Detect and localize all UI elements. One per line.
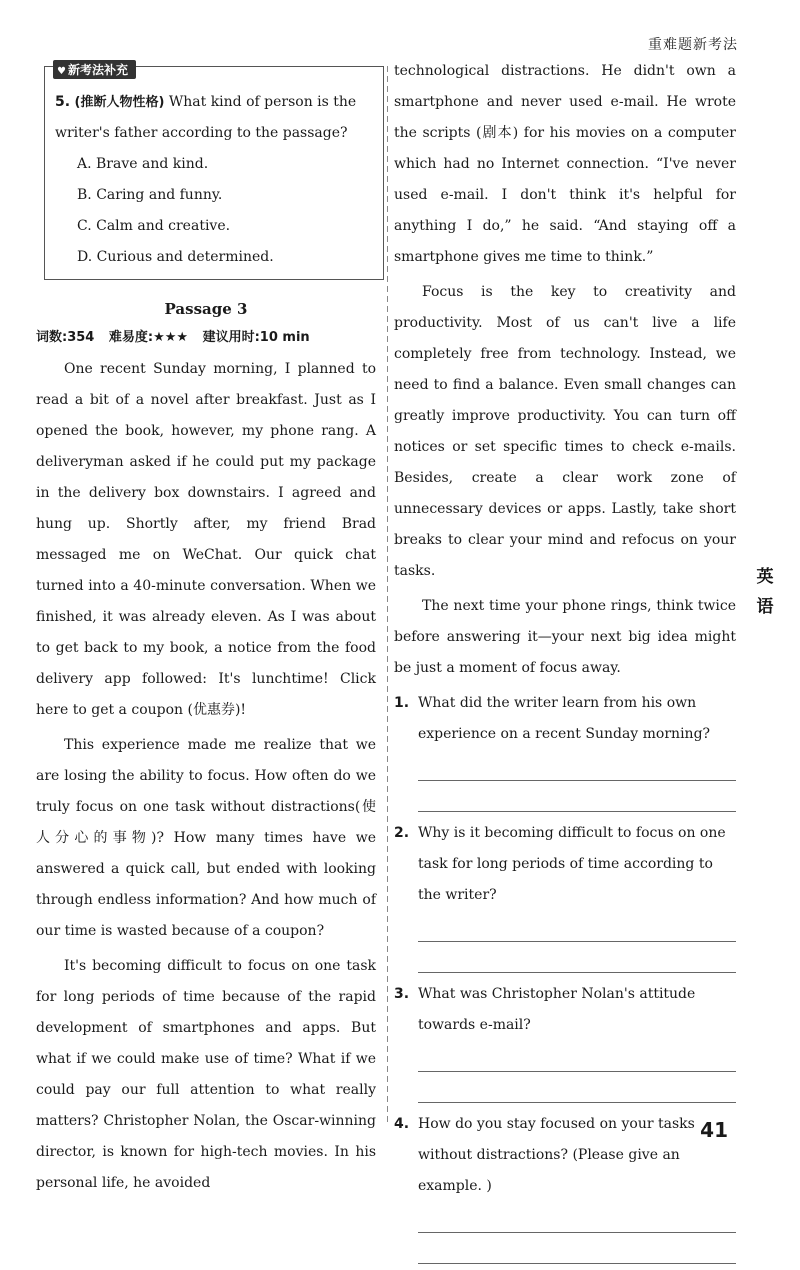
question-number: 1. [394, 695, 410, 711]
question-text: What was Christopher Nolan's attitude towards e-mail? [418, 986, 696, 1033]
answer-line[interactable] [418, 750, 736, 781]
option-list [55, 149, 377, 273]
column-divider [387, 66, 388, 1126]
passage-paragraph: This experience made me realize that we are losing the ability to focus. How often do we truly focus on one task without distractions(使人分心的事物)? How many times have we answered a quick call, but ended with looking through endless information? And how much of our time is wasted because of a coupon? [36, 737, 376, 939]
question-number: 2. [394, 825, 410, 841]
page-number: 41 [700, 1118, 728, 1142]
question-text: How do you stay focused on your tasks without distractions? (Please give an example. ) [418, 1116, 695, 1194]
option-a[interactable]: A. Brave and kind. [77, 156, 209, 172]
question-1 [394, 688, 736, 812]
option-b[interactable]: B. Caring and funny. [77, 187, 223, 203]
answer-line[interactable] [418, 781, 736, 812]
header-title: 重难题新考法 [648, 37, 738, 53]
answer-line[interactable] [418, 1202, 736, 1233]
passage-title: Passage 3 [164, 300, 248, 318]
passage-meta [36, 324, 376, 352]
question-4 [394, 1109, 736, 1264]
passage-paragraph: technological distractions. He didn't own a smartphone and never used e-mail. He wrote the scripts (剧本) for his movies on a computer which had no Internet connection. “I've never used e-mail. I don't think it's helpful for anything I do,” he said. “And staying off a smartphone gives me time to think.” [394, 63, 736, 265]
pin-icon: ♥ [57, 66, 66, 77]
supplement-question [55, 87, 377, 149]
supplement-box [44, 63, 384, 280]
question-number: 3. [394, 986, 410, 1002]
right-column [394, 56, 736, 1270]
question-number: 4. [394, 1116, 410, 1132]
suggested-time: 建议用时:10 min [202, 330, 310, 345]
left-column [36, 63, 376, 1199]
question-2 [394, 818, 736, 973]
answer-line[interactable] [418, 942, 736, 973]
word-count: 词数:354 [36, 330, 95, 345]
supplement-tag: ♥ 新考法补充 [53, 60, 136, 79]
question-number: 5. [55, 94, 71, 110]
passage-paragraph: It's becoming difficult to focus on one task for long periods of time because of the rapid development of smartphones and apps. But what if we could make use of time? What if we could pay our full attention to what really matters? Christopher Nolan, the Oscar-winning director, is known for high-tech movies. In his personal life, he avoided [36, 958, 376, 1191]
option-c[interactable]: C. Calm and creative. [77, 218, 231, 234]
answer-line[interactable] [418, 1072, 736, 1103]
difficulty-rating: 难易度:★★★ [108, 330, 189, 345]
answer-line[interactable] [418, 911, 736, 942]
passage-paragraph: The next time your phone rings, think twice before answering it—your next big idea might be just a moment of focus away. [394, 598, 736, 676]
question-text: What did the writer learn from his own experience on a recent Sunday morning? [418, 695, 711, 742]
question-text: What kind of person is the writer's father according to the passage? [55, 94, 357, 141]
question-3 [394, 979, 736, 1103]
subject-side-tab: 英 语 [756, 567, 774, 617]
answer-line[interactable] [418, 1233, 736, 1264]
question-type-tag: (推断人物性格) [74, 95, 165, 110]
question-text: Why is it becoming difficult to focus on one task for long periods of time according to the writer? [418, 825, 726, 903]
passage-paragraph: One recent Sunday morning, I planned to read a bit of a novel after breakfast. Just as I opened the book, however, my phone rang. A deliveryman asked if he could put my package in the delivery box downstairs. I agreed and hung up. Shortly after, my friend Brad messaged me on WeChat. Our quick chat turned into a 40-minute conversation. When we finished, it was already eleven. As I was about to get back to my book, a notice from the food delivery app followed: It's lunchtime! Click here to get a coupon (优惠券)! [36, 361, 376, 718]
option-d[interactable]: D. Curious and determined. [77, 249, 274, 265]
passage-paragraph: Focus is the key to creativity and productivity. Most of us can't live a life completely free from technology. Instead, we need to find a balance. Even small changes can greatly improve productivity. You can turn off notices or set specific times to check e-mails. Besides, create a clear work zone of unnecessary devices or apps. Lastly, take short breaks to clear your mind and refocus on your tasks. [394, 284, 736, 579]
answer-line[interactable] [418, 1041, 736, 1072]
